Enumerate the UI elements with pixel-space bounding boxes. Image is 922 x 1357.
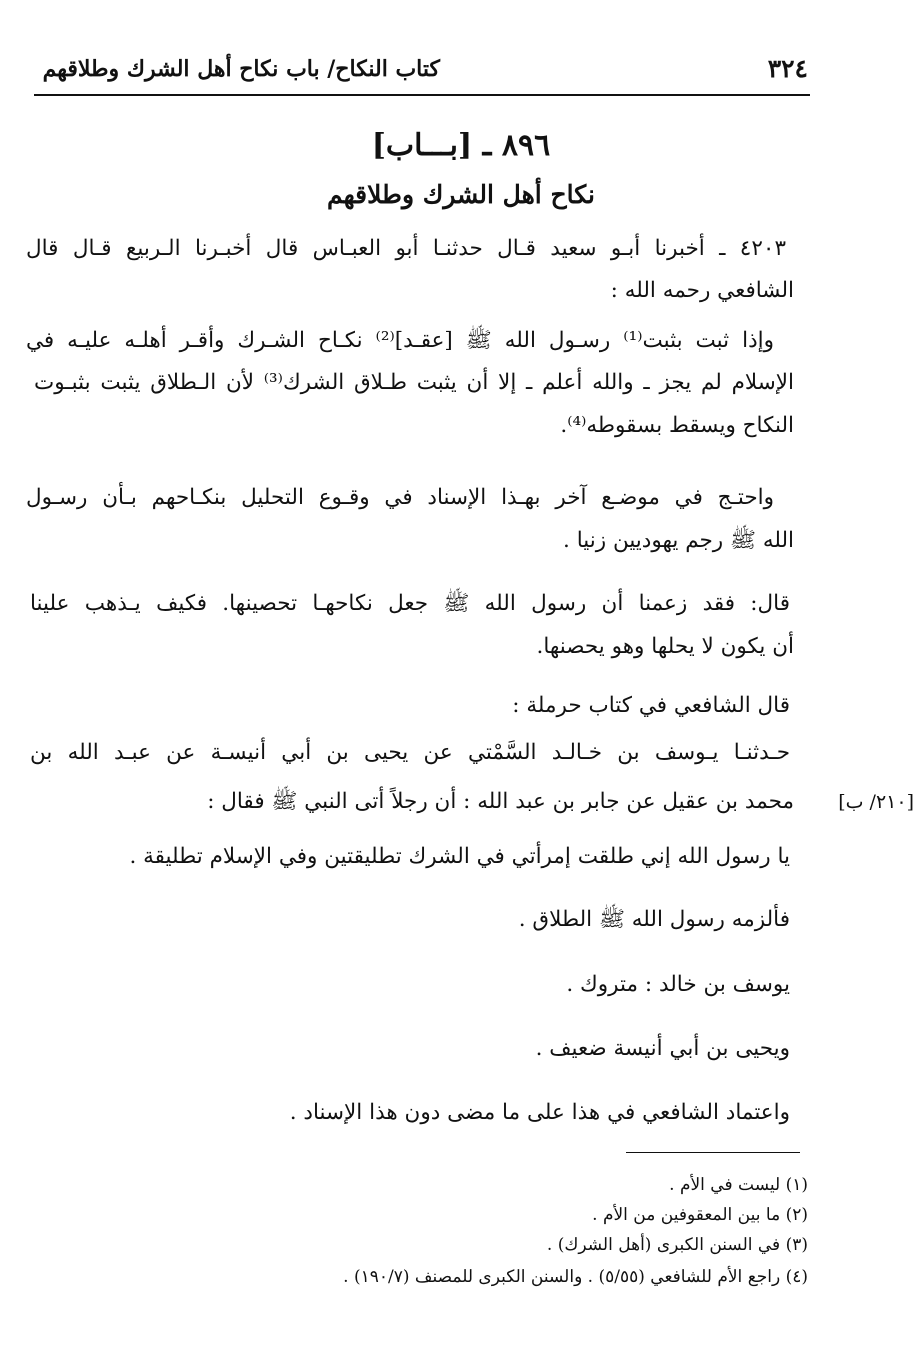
body-line: أن يكون لا يحلها وهو يحصنها. (536, 634, 794, 659)
chapter-title: نكاح أهل الشرك وطلاقهم (327, 180, 595, 209)
footnote: (١) ليست في الأم . (669, 1175, 808, 1195)
body-line: قال الشافعي في كتاب حرملة : (512, 693, 790, 718)
footnote: (٤) راجع الأم للشافعي (٥/٥٥) . والسنن الكبرى للمصنف (١٩٠/٧) . (343, 1267, 808, 1287)
body-line: الله ﷺ رجم يهوديين زنيا . (563, 528, 794, 553)
body-line: قال: فقد زعمنا أن رسول الله ﷺ جعل نكاحهـا تحصينها. فكيف يـذهب علينا (30, 591, 790, 616)
body-line: حـدثنـا يـوسف بن خـالـد السَّمْتي عن يحيى بن أبي أنيسـة عن عبـد الله بن (30, 740, 790, 765)
body-line: الشافعي رحمه الله : (610, 278, 794, 303)
chapter-number: ٨٩٦ ـ [بـــاب] (371, 128, 551, 163)
body-line: ويحيى بن أبي أنيسة ضعيف . (535, 1036, 790, 1061)
body-line: فألزمه رسول الله ﷺ الطلاق . (518, 907, 790, 932)
body-line: واحتـج في موضـع آخر بهـذا الإسناد في وقـوع التحليل بنكـاحهم بـأن رسـول (26, 485, 774, 510)
body-line: يوسف بن خالد : متروك . (566, 972, 790, 997)
body-line: واعتماد الشافعي في هذا على ما مضى دون هذا الإسناد . (289, 1100, 790, 1125)
footnote-separator (626, 1152, 800, 1153)
body-line: وإذا ثبت بثبت⁽¹⁾ رسـول الله ﷺ [عقـد]⁽²⁾ نكـاح الشـرك وأقـر أهلـه عليـه في (26, 328, 774, 353)
running-title: كتاب النكاح/ باب نكاح أهل الشرك وطلاقهم (42, 56, 440, 82)
body-line: الإسلام لم يجز ـ والله أعلم ـ إلا أن يثبت طـلاق الشرك⁽³⁾ لأن الـطلاق يثبت بثبـوت (34, 370, 794, 395)
body-line: محمد بن عقيل عن جابر بن عبد الله : أن رجلاً أتى النبي ﷺ فقال : (207, 789, 794, 814)
footnote: (٣) في السنن الكبرى (أهل الشرك) . (546, 1235, 808, 1255)
body-line: النكاح ويسقط بسقوطه⁽⁴⁾. (560, 413, 794, 438)
page-number: ٣٢٤ (767, 54, 808, 83)
page-header (34, 50, 810, 96)
footnote: (٢) ما بين المعقوفين من الأم . (592, 1205, 808, 1225)
manuscript-folio-note: [٢١٠/ ب] (838, 791, 914, 813)
body-line: ٤٢٠٣ ـ أخبرنا أبـو سعيد قـال حدثنـا أبو العبـاس قال أخبـرنا الـربيع قـال قال (26, 236, 786, 261)
body-line: يا رسول الله إني طلقت إمرأتي في الشرك تطليقتين وفي الإسلام تطليقة . (129, 844, 790, 869)
